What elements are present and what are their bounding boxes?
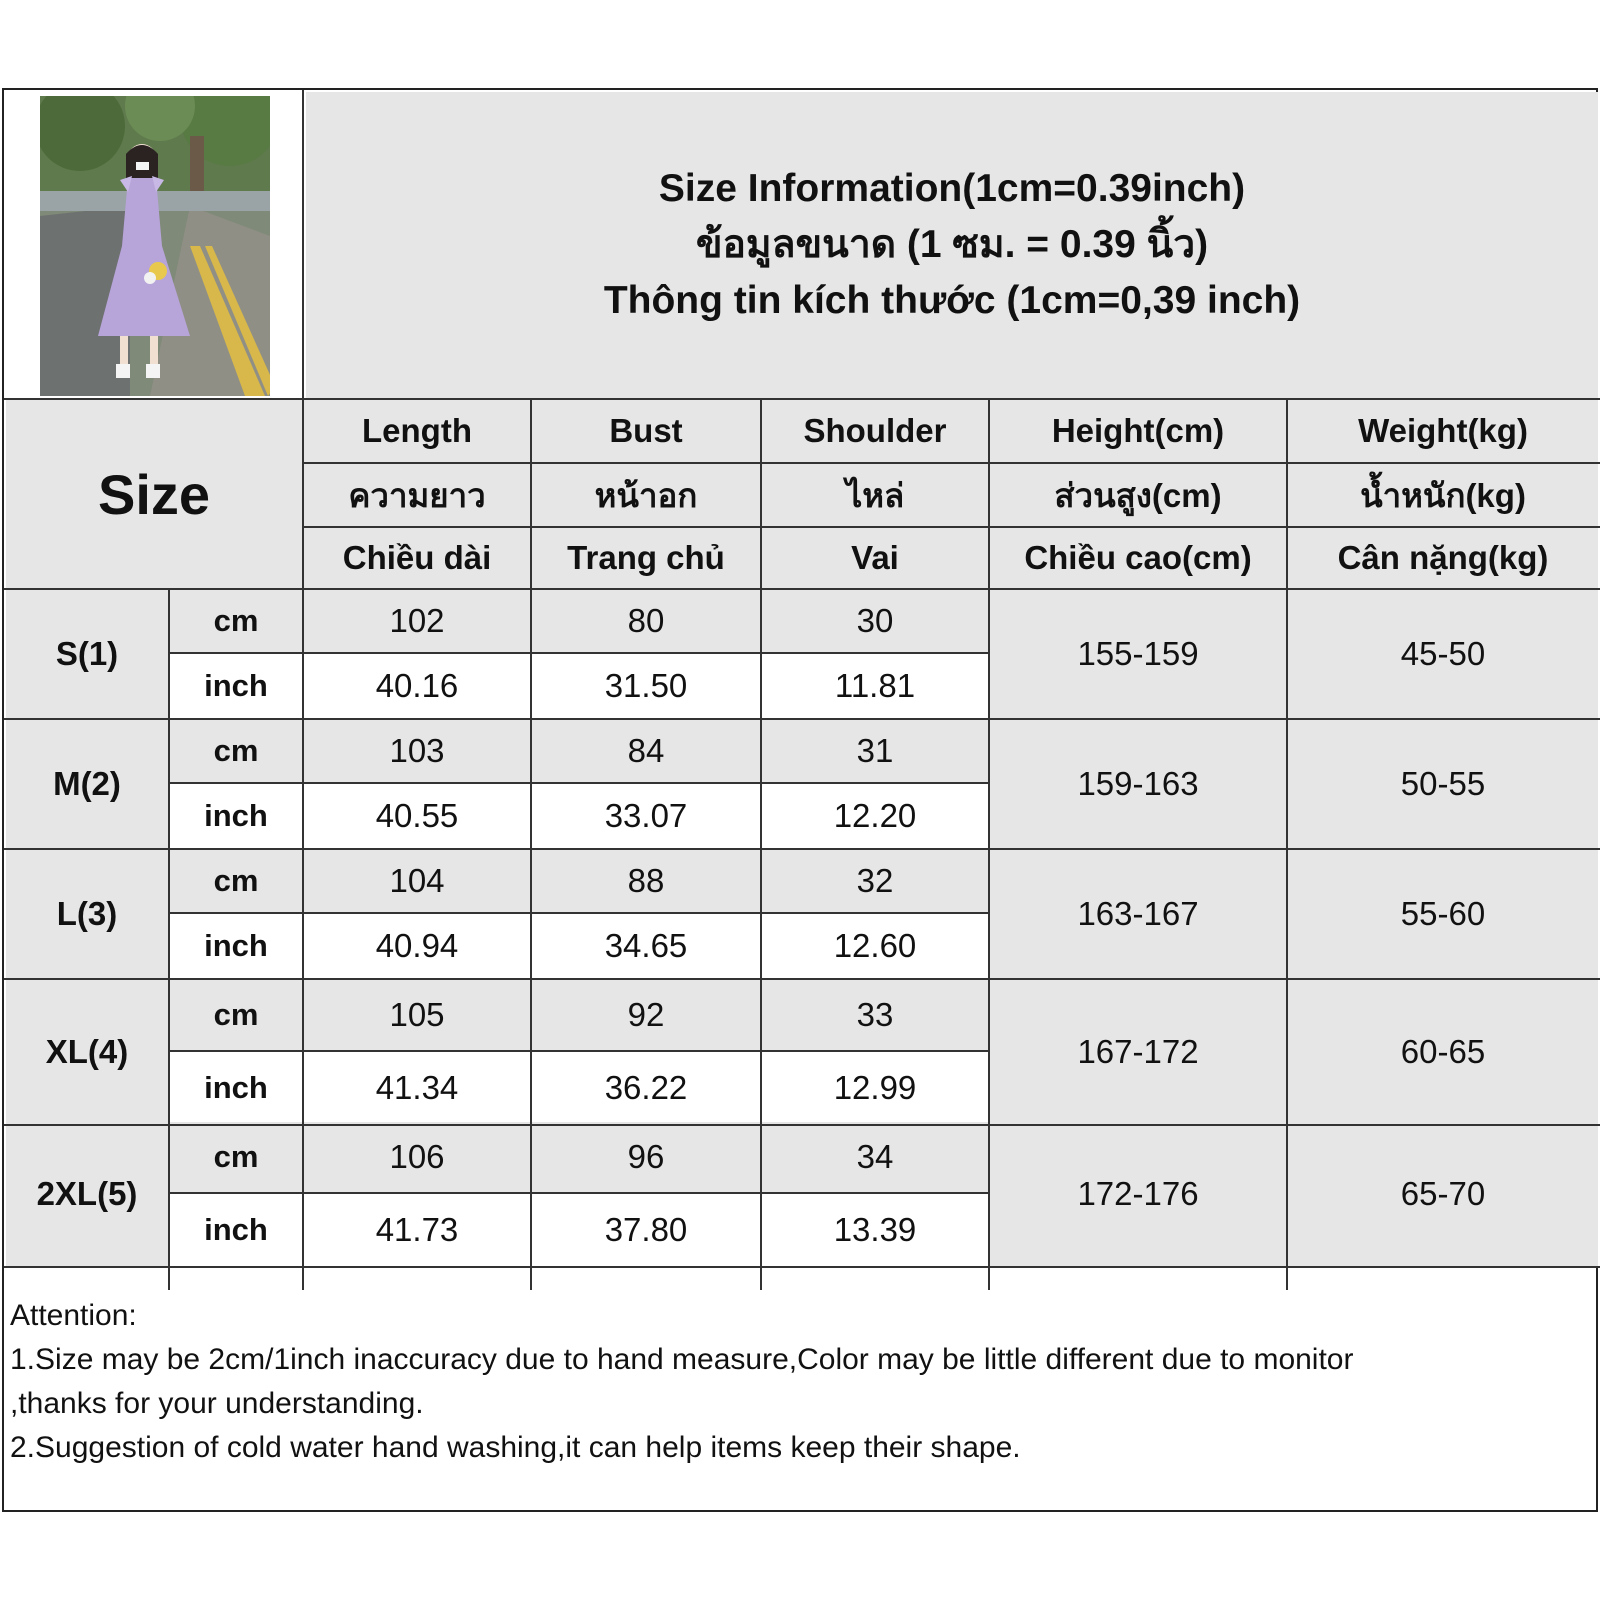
grid-line xyxy=(168,912,990,914)
inch-value: 40.94 xyxy=(304,914,530,978)
grid-line xyxy=(4,1124,1600,1126)
grid-line xyxy=(168,1050,990,1052)
weight-range: 60-65 xyxy=(1288,980,1598,1124)
inch-value: 41.34 xyxy=(304,1052,530,1124)
header-height-en: Height(cm) xyxy=(990,400,1286,462)
notes-line-2: 2.Suggestion of cold water hand washing,it can help items keep their shape. xyxy=(10,1431,1021,1464)
inch-value: 40.16 xyxy=(304,654,530,718)
weight-range: 50-55 xyxy=(1288,720,1598,848)
cm-value: 92 xyxy=(532,980,760,1050)
notes-line-1-continued: ,thanks for your understanding. xyxy=(10,1387,424,1420)
unit-cm-label: cm xyxy=(170,850,302,912)
unit-inch-label: inch xyxy=(170,914,302,978)
unit-cm-label: cm xyxy=(170,590,302,652)
header-length-en: Length xyxy=(304,400,530,462)
weight-range: 65-70 xyxy=(1288,1122,1598,1266)
notes-line-1: 1.Size may be 2cm/1inch inaccuracy due to hand measure,Color may be little different due to monitor xyxy=(10,1343,1354,1376)
cm-value: 105 xyxy=(304,980,530,1050)
header-bust-en: Bust xyxy=(532,400,760,462)
grid-line xyxy=(988,398,990,1290)
unit-cm-label: cm xyxy=(170,1122,302,1192)
cm-value: 102 xyxy=(304,590,530,652)
inch-value: 36.22 xyxy=(532,1052,760,1124)
size-label: S(1) xyxy=(6,590,168,718)
grid-line xyxy=(4,398,1600,400)
header-shoulder-th: ไหล่ xyxy=(762,464,988,526)
size-header: Size xyxy=(6,400,302,588)
attention-notes xyxy=(10,1294,1590,1470)
cm-value: 32 xyxy=(762,850,988,912)
cm-value: 104 xyxy=(304,850,530,912)
size-label: L(3) xyxy=(6,850,168,978)
grid-line xyxy=(4,848,1600,850)
grid-line xyxy=(4,718,1600,720)
header-weight-en: Weight(kg) xyxy=(1288,400,1598,462)
cm-value: 106 xyxy=(304,1122,530,1192)
product-photo-image xyxy=(40,96,270,396)
grid-line xyxy=(168,1192,990,1194)
notes-heading: Attention: xyxy=(10,1299,137,1332)
unit-cm-label: cm xyxy=(170,980,302,1050)
cm-value: 88 xyxy=(532,850,760,912)
height-range: 159-163 xyxy=(990,720,1286,848)
title-vietnamese: Thông tin kích thước (1cm=0,39 inch) xyxy=(603,279,1301,322)
inch-value: 11.81 xyxy=(762,654,988,718)
cm-value: 96 xyxy=(532,1122,760,1192)
title-thai: ข้อมูลขนาด (1 ซม. = 0.39 นิ้ว) xyxy=(695,223,1209,266)
cm-value: 103 xyxy=(304,720,530,782)
grid-line xyxy=(760,398,762,1290)
grid-line xyxy=(302,90,304,1290)
title-english: Size Information(1cm=0.39inch) xyxy=(658,167,1246,210)
height-range: 155-159 xyxy=(990,590,1286,718)
size-chart xyxy=(2,88,1598,1512)
header-weight-th: น้ำหนัก(kg) xyxy=(1288,464,1598,526)
grid-line xyxy=(4,978,1600,980)
header-height-th: ส่วนสูง(cm) xyxy=(990,464,1286,526)
grid-line xyxy=(302,526,1600,528)
size-label: 2XL(5) xyxy=(6,1122,168,1266)
inch-value: 34.65 xyxy=(532,914,760,978)
size-label: XL(4) xyxy=(6,980,168,1124)
weight-range: 55-60 xyxy=(1288,850,1598,978)
grid-line xyxy=(168,782,990,784)
grid-line xyxy=(168,588,170,1290)
height-range: 163-167 xyxy=(990,850,1286,978)
inch-value: 40.55 xyxy=(304,784,530,848)
unit-inch-label: inch xyxy=(170,1194,302,1266)
header-length-vi: Chiều dài xyxy=(304,528,530,588)
header-bust-th: หน้าอก xyxy=(532,464,760,526)
unit-inch-label: inch xyxy=(170,654,302,718)
cm-value: 34 xyxy=(762,1122,988,1192)
header-height-vi: Chiều cao(cm) xyxy=(990,528,1286,588)
header-length-th: ความยาว xyxy=(304,464,530,526)
inch-value: 41.73 xyxy=(304,1194,530,1266)
cm-value: 80 xyxy=(532,590,760,652)
size-info-title xyxy=(306,92,1598,398)
height-range: 167-172 xyxy=(990,980,1286,1124)
inch-value: 12.60 xyxy=(762,914,988,978)
size-label: M(2) xyxy=(6,720,168,848)
header-shoulder-vi: Vai xyxy=(762,528,988,588)
grid-line xyxy=(168,652,990,654)
cm-value: 84 xyxy=(532,720,760,782)
unit-cm-label: cm xyxy=(170,720,302,782)
inch-value: 33.07 xyxy=(532,784,760,848)
inch-value: 31.50 xyxy=(532,654,760,718)
unit-inch-label: inch xyxy=(170,1052,302,1124)
grid-line xyxy=(4,588,1600,590)
product-photo xyxy=(40,96,270,396)
cm-value: 31 xyxy=(762,720,988,782)
weight-range: 45-50 xyxy=(1288,590,1598,718)
height-range: 172-176 xyxy=(990,1122,1286,1266)
inch-value: 13.39 xyxy=(762,1194,988,1266)
cm-value: 30 xyxy=(762,590,988,652)
unit-inch-label: inch xyxy=(170,784,302,848)
header-shoulder-en: Shoulder xyxy=(762,400,988,462)
grid-line xyxy=(302,462,1600,464)
grid-line xyxy=(530,398,532,1290)
header-bust-vi: Trang chủ xyxy=(532,528,760,588)
grid-line xyxy=(1286,398,1288,1290)
grid-line xyxy=(4,1266,1600,1268)
inch-value: 37.80 xyxy=(532,1194,760,1266)
cm-value: 33 xyxy=(762,980,988,1050)
inch-value: 12.99 xyxy=(762,1052,988,1124)
header-weight-vi: Cân nặng(kg) xyxy=(1288,528,1598,588)
inch-value: 12.20 xyxy=(762,784,988,848)
